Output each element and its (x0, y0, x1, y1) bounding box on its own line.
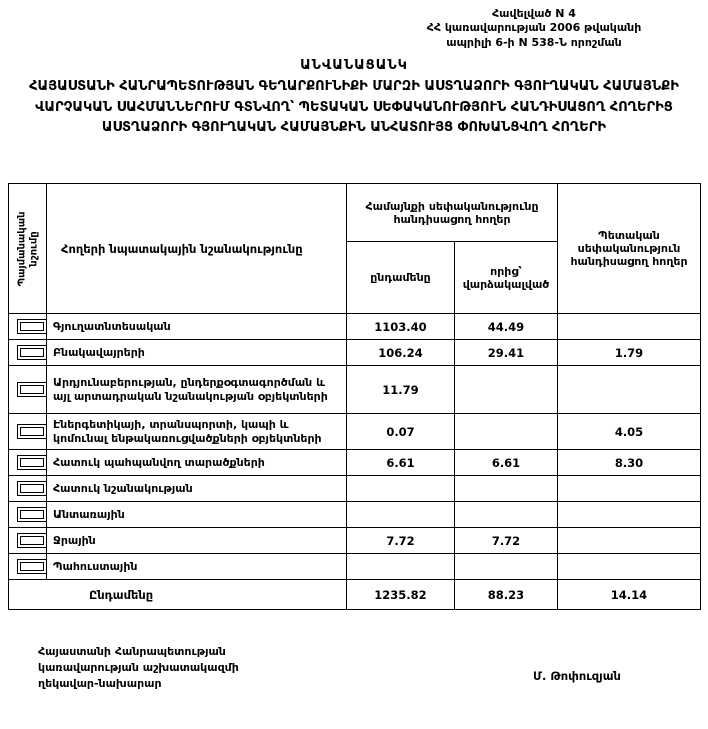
legend-box-icon (17, 345, 47, 360)
signatory-title (38, 644, 239, 692)
legend-box-icon (17, 481, 47, 496)
state-lands-cell (558, 554, 701, 580)
table-row (9, 554, 701, 580)
conditional-mark-cell (9, 340, 47, 366)
total-row (9, 580, 701, 610)
community-ofwhich-cell (455, 554, 558, 580)
community-ofwhich-cell: 7.72 (455, 528, 558, 554)
signatory-title-line-3: ղեկավար-նախարար (38, 676, 162, 690)
community-total-cell: 106.24 (347, 340, 455, 366)
total-community-total-cell: 1235.82 (347, 580, 455, 610)
community-ofwhich-cell (455, 366, 558, 414)
community-ofwhich-cell (455, 502, 558, 528)
community-ofwhich-cell: 6.61 (455, 450, 558, 476)
state-lands-cell (558, 366, 701, 414)
conditional-mark-cell (9, 414, 47, 450)
legend-box-icon (17, 382, 47, 397)
community-total-cell: 1103.40 (347, 314, 455, 340)
table-row (9, 314, 701, 340)
land-purpose-cell: Գյուղատնտեսական (47, 314, 347, 340)
land-purpose-cell: Հատուկ նշանակության (47, 476, 347, 502)
annex-reference (366, 7, 702, 50)
community-total-cell (347, 502, 455, 528)
conditional-mark-cell (9, 502, 47, 528)
header-state-lands: Պետական սեփականություն հանդիսացող հողեր (558, 184, 701, 314)
annex-line-1: Հավելված N 4 (492, 7, 576, 20)
header-conditional-mark-label: Պայմանական նշումը (16, 211, 39, 286)
table-row (9, 528, 701, 554)
state-lands-cell (558, 314, 701, 340)
conditional-mark-cell (9, 450, 47, 476)
state-lands-cell: 4.05 (558, 414, 701, 450)
lands-table (8, 183, 701, 610)
community-ofwhich-cell (455, 414, 558, 450)
signatory-title-line-2: կառավարության աշխատակազմի (38, 660, 239, 674)
table-row (9, 450, 701, 476)
state-lands-cell (558, 476, 701, 502)
land-purpose-cell: Հատուկ պահպանվող տարածքների (47, 450, 347, 476)
community-total-cell: 0.07 (347, 414, 455, 450)
land-purpose-cell: Անտառային (47, 502, 347, 528)
land-purpose-cell: Էներգետիկայի, տրանսպորտի, կապի և կոմունալ ենթակառուցվածքների օբյեկտների (47, 414, 347, 450)
table-row (9, 476, 701, 502)
table-row (9, 502, 701, 528)
table-row (9, 414, 701, 450)
community-ofwhich-cell (455, 476, 558, 502)
state-lands-cell (558, 502, 701, 528)
community-total-cell: 6.61 (347, 450, 455, 476)
header-land-purpose: Հողերի նպատակային նշանակությունը (47, 184, 347, 314)
conditional-mark-cell (9, 366, 47, 414)
table-row (9, 340, 701, 366)
community-total-cell (347, 554, 455, 580)
legend-box-icon (17, 455, 47, 470)
land-purpose-cell: Բնակավայրերի (47, 340, 347, 366)
conditional-mark-cell (9, 314, 47, 340)
legend-box-icon (17, 533, 47, 548)
header-conditional-mark (9, 184, 47, 314)
legend-box-icon (17, 319, 47, 334)
community-total-cell (347, 476, 455, 502)
state-lands-cell (558, 528, 701, 554)
legend-box-icon (17, 424, 47, 439)
page-subtitle: ՀԱՅԱՍՏԱՆԻ ՀԱՆՐԱՊԵՏՈՒԹՅԱՆ ԳԵՂԱՐՔՈՒՆԻՔԻ ՄԱՐԶԻ ԱՍՏՂԱՁՈՐԻ ԳՅՈՒՂԱԿԱՆ ՀԱՄԱՅՆՔԻ ՎԱՐՉԱԿԱՆ ՍԱՀՄԱՆՆԵՐՈՒՄ ԳՏՆՎՈՂ՝ ՊԵՏԱԿԱՆ ՍԵՓԱԿԱՆՈՒԹՅՈՒՆ ՀԱՆԴԻՍԱՑՈՂ ՀՈՂԵՐԻՑ ԱՍՏՂԱՁՈՐԻ ԳՅՈՒՂԱԿԱՆ ՀԱՄԱՅՆՔԻՆ ԱՆՀԱՏՈՒՅՑ ՓՈԽԱՆՑՎՈՂ ՀՈՂԵՐԻ (29, 79, 679, 136)
annex-line-2: ՀՀ կառավարության 2006 թվականի (426, 21, 642, 35)
land-purpose-cell: Արդյունաբերության, ընդերքօգտագործման և այլ արտադրական նշանակության օբյեկտների (47, 366, 347, 414)
community-total-cell: 11.79 (347, 366, 455, 414)
state-lands-cell: 1.79 (558, 340, 701, 366)
header-total: ընդամենը (347, 242, 455, 314)
annex-line-3: ապրիլի 6-ի N 538-Ն որոշման (446, 35, 622, 49)
header-of-which: որից՝ վարձակալված (455, 242, 558, 314)
legend-box-icon (17, 559, 47, 574)
community-ofwhich-cell: 44.49 (455, 314, 558, 340)
conditional-mark-cell (9, 476, 47, 502)
community-ofwhich-cell: 29.41 (455, 340, 558, 366)
signatory-name: Մ. Թոփուզյան (533, 669, 621, 683)
table-row (9, 366, 701, 414)
signatory-title-line-1: Հայաստանի Հանրապետության (38, 645, 226, 658)
header-community-lands-group: Համայնքի սեփականությունը հանդիսացող հողեր (347, 184, 558, 242)
state-lands-cell: 8.30 (558, 450, 701, 476)
total-label-cell: Ընդամենը (9, 580, 347, 610)
total-community-ofwhich-cell: 88.23 (455, 580, 558, 610)
land-purpose-cell: Ջրային (47, 528, 347, 554)
table-header (9, 184, 701, 314)
land-purpose-cell: Պահուստային (47, 554, 347, 580)
page-title: ԱՆՎԱՆԱՑԱՆԿ (300, 58, 408, 73)
total-state-lands-cell: 14.14 (558, 580, 701, 610)
community-total-cell: 7.72 (347, 528, 455, 554)
conditional-mark-cell (9, 528, 47, 554)
legend-box-icon (17, 507, 47, 522)
conditional-mark-cell (9, 554, 47, 580)
